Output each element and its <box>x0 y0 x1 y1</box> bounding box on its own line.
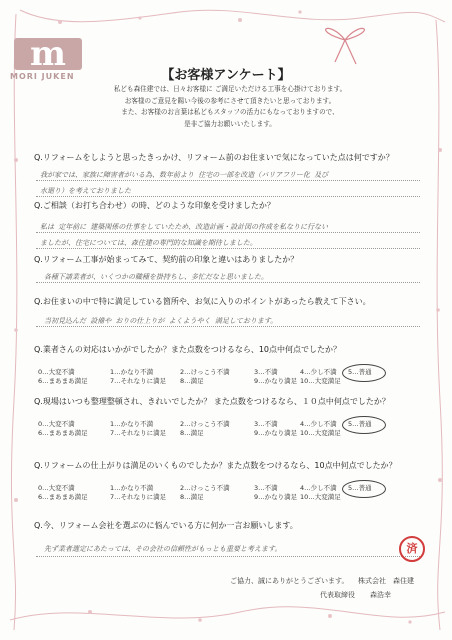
closing-thanks: ご協力、誠にありがとうございます。 <box>230 577 349 585</box>
answer-rule <box>36 232 420 233</box>
scale-option: 9…かなり満足 <box>254 429 298 437</box>
scale-option: 0…大変不満 <box>38 484 75 492</box>
answer-rule <box>36 248 420 249</box>
answer-1-line-2: 水廻り）を考えておりました <box>40 187 131 195</box>
page-title: 【お客様アンケート】 <box>161 68 291 83</box>
answer-rule <box>36 180 420 181</box>
scale-option: 6…まあまあ満足 <box>38 493 88 501</box>
answer-8-line-1: 先ず業者選定にあたっては、その会社の信頼性がもっとも重要と考えます。 <box>44 545 282 553</box>
scale-option: 3…不満 <box>254 420 278 428</box>
scale-option: 7…それなりに満足 <box>110 429 167 437</box>
scale-option: 7…それなりに満足 <box>110 493 167 501</box>
scale-option: 4…少し不満 <box>300 484 337 492</box>
scale-option: 0…大変不満 <box>38 420 75 428</box>
scale-option: 5…普通 <box>348 368 372 376</box>
question-2: Q.ご相談（お打ち合わせ）の時、どのような印象を受けましたか？ <box>34 201 275 210</box>
scale-option: 8…満足 <box>180 377 204 385</box>
scale-option: 9…かなり満足 <box>254 493 298 501</box>
answer-1-line-1: 我が家では、家族に障害者がいる為、数年前より 住宅の一部を改造（バリアフリー化 及び <box>40 171 329 179</box>
scale-option: 0…大変不満 <box>38 368 75 376</box>
question-5: Q.業者さんの対応はいかがでしたか？また点数をつけるなら、10点中何点でしたか？ <box>34 345 342 354</box>
answer-rule <box>36 326 420 327</box>
scale-option: 5…普通 <box>348 420 372 428</box>
ceo-name: 森浩幸 <box>370 591 391 599</box>
scale-option: 10…大変満足 <box>300 429 341 437</box>
answer-3-line-1: 各種下請業者が、いくつかの職種を掛持ちし、多忙だなと思いました。 <box>44 273 268 281</box>
scale-option: 9…かなり満足 <box>254 377 298 385</box>
company-name: 株式会社 森住建 <box>358 577 414 585</box>
scale-option: 3…不満 <box>254 484 278 492</box>
scale-option: 10…大変満足 <box>300 493 341 501</box>
selected-score-circle <box>342 480 386 498</box>
ribbon-bow <box>326 28 365 64</box>
scale-option: 4…少し不満 <box>300 368 337 376</box>
scale-option: 8…満足 <box>180 429 204 437</box>
answer-rule <box>36 196 420 197</box>
scale-option: 2…けっこう不満 <box>180 368 230 376</box>
question-3: Q.リフォーム工事が始まってみて、契約前の印象と違いはありましたか？ <box>34 255 299 264</box>
answer-rule <box>36 556 420 557</box>
scale-option: 10…大変満足 <box>300 377 341 385</box>
logo-mark: m <box>30 34 66 74</box>
question-1: Q.リフォームをしようと思ったきっかけ、リフォーム前のお住まいで気になっていた点は何ですか？ <box>34 153 394 162</box>
answer-4-line-1: 当初見込んだ 設備や おりの仕上りが よくようやく 満足しております。 <box>44 317 278 325</box>
answer-rule <box>36 282 420 283</box>
scale-option: 2…けっこう不満 <box>180 484 230 492</box>
intro-line: 是非ご協力お願いいたします。 <box>184 119 276 128</box>
logo-text: MORI JUKEN <box>10 72 75 81</box>
scale-option: 1…かなり不満 <box>110 420 154 428</box>
intro-text <box>40 84 420 130</box>
scale-option: 5…普通 <box>348 484 372 492</box>
scale-option: 3…不満 <box>254 368 278 376</box>
scale-option: 2…けっこう不満 <box>180 420 230 428</box>
question-8: Q.今、リフォーム会社を選ぶのに悩んでいる方に何か一言お願いします。 <box>34 521 298 530</box>
scale-option: 8…満足 <box>180 493 204 501</box>
answer-2-line-1: 私は 定年前に 建築関係の仕事をしていたため、改造計画・設計図の作成を私なりに行ない <box>40 223 329 231</box>
scale-option: 7…それなりに満足 <box>110 377 167 385</box>
scale-option: 1…かなり不満 <box>110 368 154 376</box>
scale-option: 4…少し不満 <box>300 420 337 428</box>
selected-score-circle <box>342 364 386 382</box>
selected-score-circle <box>342 416 386 434</box>
ceo-title: 代表取締役 <box>320 591 355 599</box>
scale-option: 1…かなり不満 <box>110 484 154 492</box>
scale-option: 6…まあまあ満足 <box>38 377 88 385</box>
question-7: Q.リフォームの仕上がりは満足のいくものでしたか？また点数をつけるなら、10点中何点でしたか？ <box>34 461 397 470</box>
question-4: Q.お住まいの中で特に満足している箇所や、お気に入りのポイントがあったら教えて下さい。 <box>34 297 371 306</box>
checked-stamp: 済 <box>399 536 425 562</box>
intro-line: 私ども森住建では、日々お客様に ご満足いただける工事を心掛けております。 <box>113 85 347 93</box>
scale-option: 6…まあまあ満足 <box>38 429 88 437</box>
intro-line: お客様のご意見を賜い今後の参考にさせて頂きたいと思っております。 <box>124 96 336 105</box>
question-6: Q.現場はいつも整理整頓され、きれいでしたか？ また点数をつけるなら、１０点中何点でしたか？ <box>34 397 390 406</box>
answer-2-line-2: ましたが、住宅については、森住建の専門的な知識を期待しました。 <box>40 239 257 247</box>
intro-line: また、お客様のお言葉は私どもスタッフの活力にもなっておりますので、 <box>121 108 339 116</box>
